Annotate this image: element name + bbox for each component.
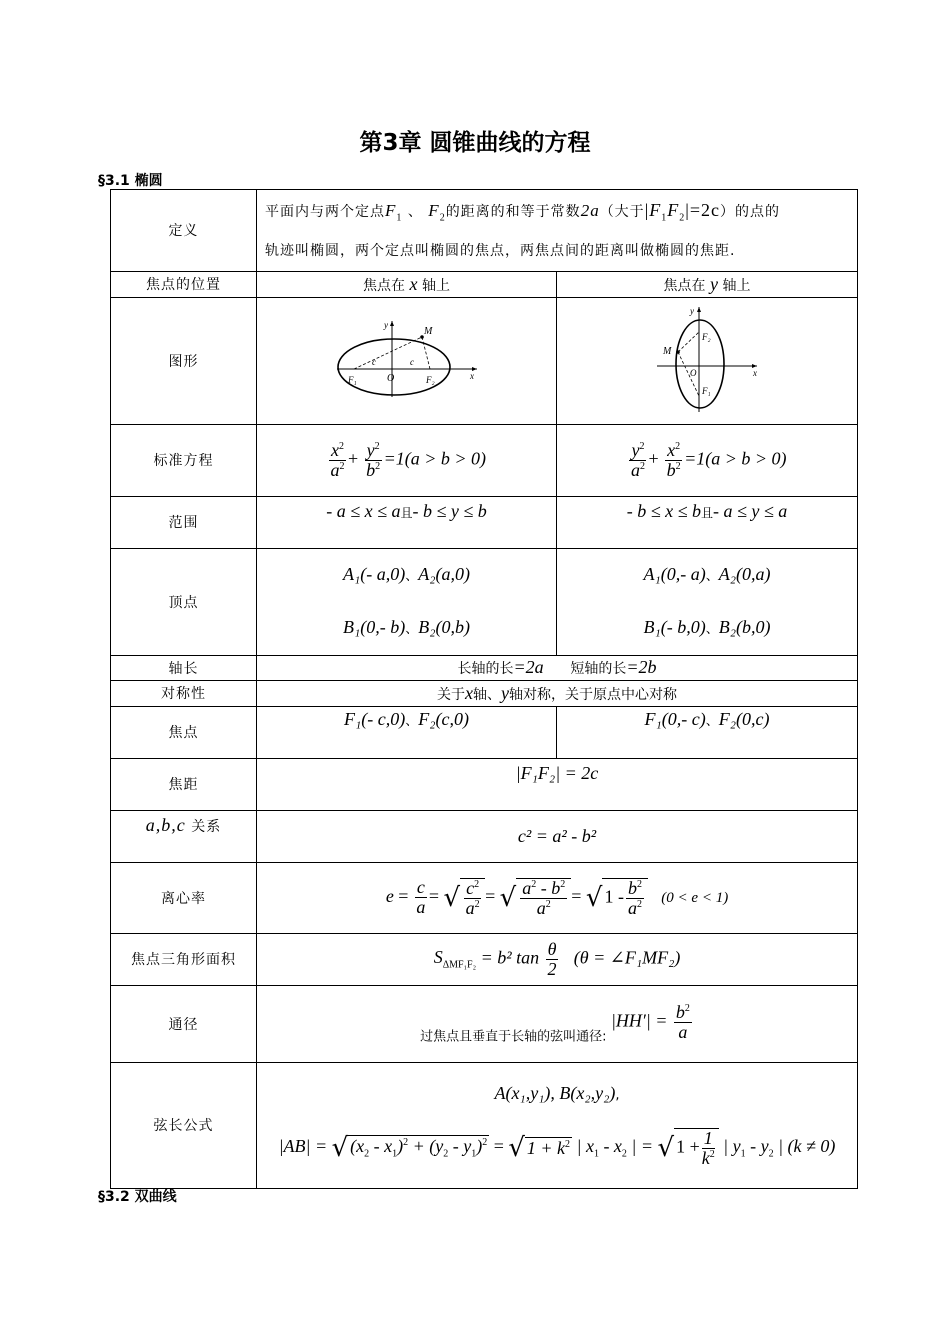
row-focus-position: 焦点的位置 焦点在 x 轴上 焦点在 y 轴上 xyxy=(111,271,858,297)
svg-text:y: y xyxy=(383,319,388,330)
svg-text:c: c xyxy=(409,356,414,367)
chord-length-formula: A(x₁,y₁), B(x₂,y₂), |AB| = √ $(x_2 - x_1)^2 + (y_2 - y_1)^2$ = √ $1 + k^2$ | $x_1 - x_2$ | = √ 1 + $\frac{1}{k^2}$ | $y_1 - y_2$ | (k ≠ 0) xyxy=(257,1062,858,1188)
svg-text:c: c xyxy=(371,356,376,367)
ellipse-properties-table xyxy=(110,189,858,1189)
svg-text:F₁: F₁ xyxy=(347,374,357,385)
ellipse-x-axis-figure xyxy=(332,319,482,399)
svg-text:M: M xyxy=(663,345,672,357)
svg-text:y: y xyxy=(690,305,694,316)
row-vertices: 顶点 A₁(- a,0)、A₂(a,0) B₁(0,- b)、B₂(0,b) A₁(0,- a)、A₂(0,a) B₁(- b,0)、B₂(b,0) xyxy=(111,548,858,655)
row-standard-equation: 标准方程 $\frac{x^2}{a^2}$ + $\frac{y^2}{b^2}$ =1(a > b > 0) $\frac{y^2}{a^2}$ + $\frac{x^2}{b^2}$ =1(a > b > 0) xyxy=(111,424,858,496)
section-heading-hyperbola: §3.2 双曲线 xyxy=(98,1189,177,1205)
row-foci: 焦点 F₁(- c,0)、F₂(c,0) F₁(0,- c)、F₂(0,c) xyxy=(111,706,858,758)
definition-text: 平面内与两个定点$F_1$ 、 $F_2$的距离的和等于常数2a（大于$|F_1F_2|=2c$）的点的 轨迹叫椭圆，两个定点叫椭圆的焦点，两焦点间的距离叫做椭圆的焦距. xyxy=(257,190,858,272)
page-title: 第3章 圆锥曲线的方程 xyxy=(359,130,591,156)
row-eccentricity: 离心率 e = $\frac{c}{a}$ = √ $\frac{c^2}{a^2}$ = √ $\frac{a^2 - b^2}{a^2}$ = √ 1 - $\frac{b^2}{a^2}$ (0 < e < 1) xyxy=(111,862,858,933)
svg-text:x: x xyxy=(469,370,474,381)
row-chord-length: 弦长公式 A(x₁,y₁), B(x₂,y₂), |AB| = √ $(x_2 - x_1)^2 + (y_2 - y_1)^2$ = √ $1 + k^2$ | $x_1 - x_2$ | = √ 1 + $\frac{1}{k^2}$ | $y_1 - y_2$ | (k ≠ 0) xyxy=(111,1062,858,1188)
svg-text:F₁: F₁ xyxy=(702,385,711,396)
row-graph: 图形 M O F₁ F₂ c c x y M F₂ F₁ O x y xyxy=(111,297,858,424)
svg-text:x: x xyxy=(753,367,757,378)
row-definition xyxy=(111,190,858,272)
svg-text:F₂: F₂ xyxy=(702,331,711,342)
row-symmetry: 对称性 关于x轴、y轴对称，关于原点中心对称 xyxy=(111,680,858,706)
row-range: 范围 - a ≤ x ≤ a且- b ≤ y ≤ b - b ≤ x ≤ b且- a ≤ y ≤ a xyxy=(111,496,858,548)
section-heading-ellipse: §3.1 椭圆 xyxy=(98,173,163,189)
row-latus-rectum: 通径 过焦点且垂直于长轴的弦叫通径: |HH′| = $\frac{b^2}{a}$ xyxy=(111,985,858,1062)
svg-text:O: O xyxy=(386,372,394,384)
row-axis-length: 轴长 长轴的长=2a 短轴的长=2b xyxy=(111,655,858,680)
row-focal-triangle-area: 焦点三角形面积 $S_{\Delta MF_1F_2} = b^2$ tan $\frac{\theta}{2}$ (θ = ∠F₁MF₂) xyxy=(111,933,858,985)
label-definition: 定义 xyxy=(111,190,257,272)
svg-text:F₂: F₂ xyxy=(425,374,435,385)
ellipse-y-axis-figure xyxy=(652,304,762,414)
svg-text:M: M xyxy=(423,325,432,337)
row-focal-distance: 焦距 |F₁F₂| = 2c xyxy=(111,758,858,810)
svg-text:O: O xyxy=(690,367,697,378)
eccentricity-formula: e = $\frac{c}{a}$ = √ $\frac{c^2}{a^2}$ = √ $\frac{a^2 - b^2}{a^2}$ = √ 1 - $\frac{b^2}{a^2}$ (0 < e < 1) xyxy=(257,862,858,933)
row-abc-relation: a,b,c 关系 c² = a² - b² xyxy=(111,810,858,862)
